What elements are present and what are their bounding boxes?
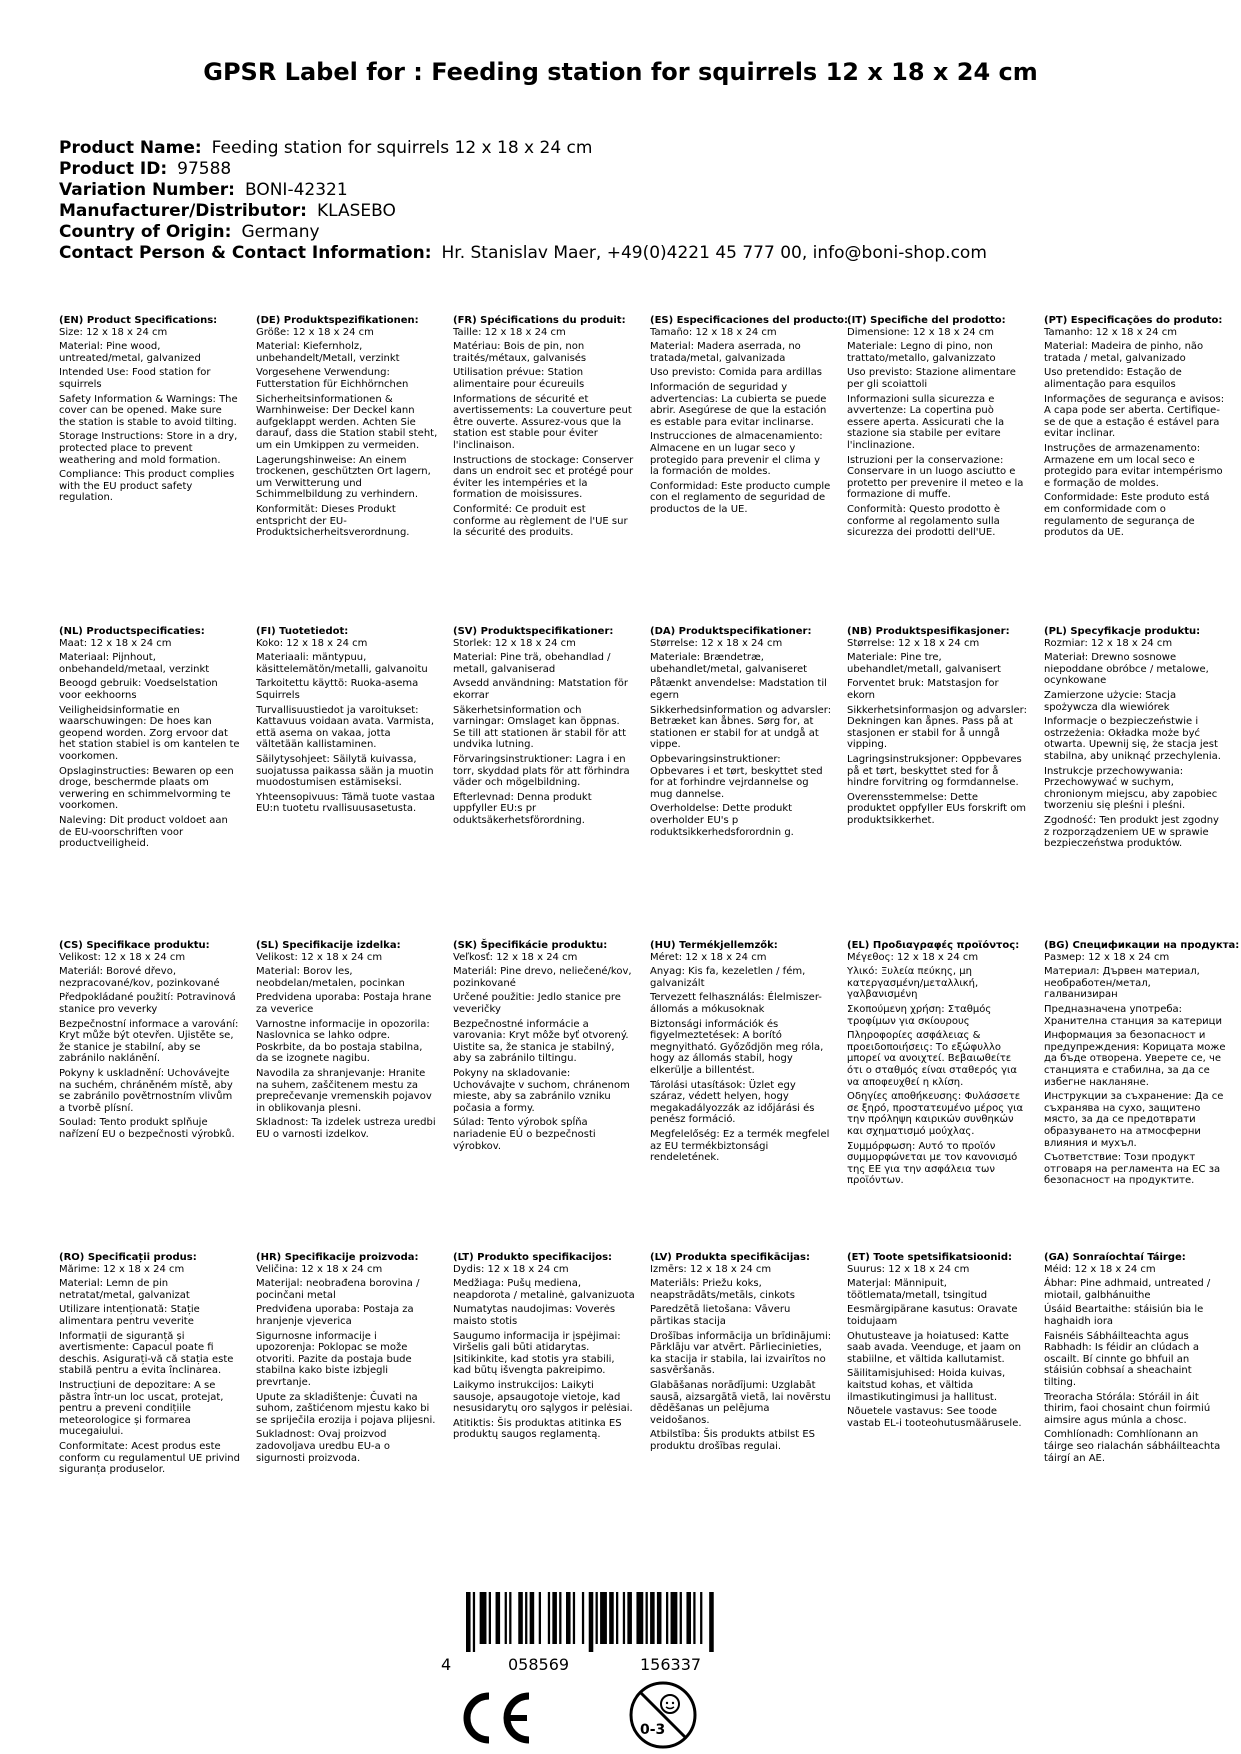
- spec-line: Predviđena uporaba: Postaja za hranjenje vjeverica: [256, 1304, 414, 1327]
- spec-line: Avsedd användning: Matstation för ekorrar: [453, 678, 628, 701]
- age-range-label: 0-3: [640, 1722, 666, 1738]
- spec-line: Instructions de stockage: Conserver dans un endroit sec et protégé pour éviter les intempéries et la formation de moisissures.: [453, 454, 634, 501]
- spec-line: Yhteensopivuus: Tämä tuote vastaa EU:n tuotetu rvallisuusasetusta.: [256, 791, 435, 815]
- spec-line: Materiál: Borové dřevo, nezpracované/kov, pozinkované: [59, 966, 220, 989]
- spec-line: Materiale: Brændetræ, ubehandlet/metal, galvaniseret: [650, 652, 808, 675]
- barcode-bar: [559, 1592, 561, 1644]
- info-value: KLASEBO: [316, 201, 396, 221]
- spec-block: [256, 1252, 438, 1467]
- spec-block: [59, 1252, 241, 1479]
- info-value: BONI-42321: [244, 180, 348, 200]
- barcode-bar: [480, 1592, 487, 1644]
- spec-heading: (SL) Specifikacije izdelka:: [256, 940, 401, 951]
- spec-block: [453, 626, 635, 830]
- spec-line: Размер: 12 x 18 x 24 cm: [1044, 951, 1170, 963]
- spec-block: [650, 1252, 832, 1456]
- not-suitable-0-3-icon: [628, 1680, 698, 1750]
- spec-line: Predvidena uporaba: Postaja hrane za veverice: [256, 992, 432, 1015]
- spec-line: Naleving: Dit product voldoet aan de EU-voorschriften voor productveiligheid.: [59, 814, 228, 850]
- spec-line: Informações de segurança e avisos: A capa pode ser aberta. Certifique-se de que a estação é estável para evitar inclinar.: [1044, 393, 1225, 440]
- spec-heading: (FR) Spécifications du produit:: [453, 315, 626, 326]
- spec-line: Beoogd gebruik: Voedselstation voor eekhoorns: [59, 678, 218, 701]
- barcode-bar: [616, 1592, 618, 1644]
- spec-block: [59, 626, 241, 853]
- spec-line: Información de seguridad y advertencias: La cubierta se puede abrir. Asegúrese de que la estación es estable para evitar inclinarse.: [650, 381, 827, 428]
- spec-line: Material: Madeira de pinho, não tratada / metal, galvanizado: [1044, 341, 1204, 364]
- spec-line: Skladnost: Ta izdelek ustreza uredbi EU o varnosti izdelkov.: [256, 1117, 436, 1140]
- spec-line: Předpokládané použití: Potravinová stanice pro veverky: [59, 992, 236, 1015]
- info-row-product-id: [59, 159, 987, 180]
- spec-line: Faisnéis Sábháilteachta agus Rabhadh: Is féidir an clúdach a oscailt. Bí cinnte go bhfuil an stáisiún cobhsaí a sheachaint tilting.: [1044, 1330, 1199, 1388]
- spec-line: Sikkerhedsinformation og advarsler: Betræket kan åbnes. Sørg for, at stationen er stabil for at undgå at vippe.: [650, 704, 832, 751]
- spec-line: Materiaali: mäntypuu, käsittelemätön/metalli, galvanoitu: [256, 652, 428, 675]
- spec-block: [256, 315, 438, 542]
- info-row-product-name: [59, 138, 987, 159]
- spec-heading: (NB) Produktspesifikasjoner:: [847, 626, 1010, 637]
- spec-block: [59, 940, 241, 1144]
- spec-block: [847, 1252, 1029, 1432]
- spec-block: [256, 940, 438, 1144]
- spec-line: Opslaginstructies: Bewaren op een droge, beschermde plaats om verwering en schimmelvorming te voorkomen.: [59, 765, 234, 812]
- spec-line: Dydis: 12 x 18 x 24 cm: [453, 1263, 569, 1275]
- spec-line: Overholdelse: Dette produkt overholder EU's p roduktsikkerhedsforordnin g.: [650, 803, 794, 838]
- info-value: Hr. Stanislav Maer, +49(0)4221 45 777 00, info@boni-shop.com: [441, 243, 987, 263]
- spec-line: Overensstemmelse: Dette produktet oppfyller EUs forskrift om produktsikkerhet.: [847, 791, 1027, 826]
- spec-line: Material: Borov les, neobdelan/metalen, pocinkan: [256, 966, 405, 989]
- spec-line: Materiál: Pine drevo, neliečené/kov, pozinkované: [453, 966, 632, 989]
- spec-line: Materiaal: Pijnhout, onbehandeld/metaal, verzinkt: [59, 652, 210, 675]
- spec-line: Materiale: Legno di pino, non trattato/metallo, galvanizzato: [847, 341, 996, 364]
- spec-line: Paredzētā lietošana: Vāveru pārtikas stacija: [650, 1304, 791, 1327]
- spec-heading: (IT) Specifiche del prodotto:: [847, 315, 1006, 326]
- barcode-bar: [623, 1592, 625, 1644]
- spec-line: Pokyny k uskladnění: Uchovávejte na suchém, chráněném místě, aby se zabránilo povětrnostním vlivům a tvorbě plísní.: [59, 1067, 233, 1114]
- spec-line: Intended Use: Food station for squirrels: [59, 367, 211, 390]
- spec-line: Conformidad: Este producto cumple con el reglamento de seguridad de productos de la UE.: [650, 480, 831, 515]
- spec-heading: (RO) Specificații produs:: [59, 1252, 197, 1263]
- barcode-bar: [589, 1592, 594, 1652]
- spec-line: Conformitate: Acest produs este conform cu regulamentul UE privind siguranța produselor.: [59, 1440, 240, 1476]
- spec-line: Dimensione: 12 x 18 x 24 cm: [847, 326, 994, 338]
- spec-heading: (HR) Specifikacije proizvoda:: [256, 1252, 419, 1263]
- barcode-bar: [539, 1592, 541, 1644]
- spec-line: Conformité: Ce produit est conforme au règlement de l'UE sur la sécurité des produits.: [453, 503, 628, 539]
- barcode-bar: [636, 1592, 643, 1644]
- spec-line: Sicherheitsinformationen & Warnhinweise: Der Deckel kann aufgeklappt werden. Achten Sie darauf, dass die Station stabil steht, um ein Umkippen zu vermeiden.: [256, 393, 438, 451]
- spec-line: Tamaño: 12 x 18 x 24 cm: [650, 326, 777, 338]
- spec-line: Informazioni sulla sicurezza e avvertenze: La copertina può essere aperta. Assicurati che la stazione sia stabile per evitare l'inclinazione.: [847, 393, 1005, 451]
- spec-line: Sigurnosne informacije i upozorenja: Poklopac se može otvoriti. Pazite da postaja bude stabilna kako biste izbjegli prevrtanje.: [256, 1330, 412, 1388]
- spec-line: Velikost: 12 x 18 x 24 cm: [59, 951, 186, 963]
- ce-mark-icon: [455, 1688, 535, 1748]
- spec-line: Material: Kiefernholz, unbehandelt/Metall, verzinkt: [256, 341, 400, 364]
- spec-heading: (EL) Προδιαγραφές προϊόντος:: [847, 940, 1020, 951]
- barcode-lead-digit: 4: [441, 1655, 452, 1674]
- spec-line: Informacje o bezpieczeństwie i ostrzeżenia: Okładka może być otwarta. Upewnij się, że stacja jest stabilna, aby uniknąć przechylenia.: [1044, 716, 1221, 762]
- spec-block: [453, 940, 635, 1155]
- barcode-bar: [566, 1592, 571, 1644]
- product-info: [59, 138, 987, 264]
- spec-line: Navodila za shranjevanje: Hranite na suhem, zaščitenem mestu za preprečevanje vremenskih pojavov in oblikovanja plesni.: [256, 1067, 432, 1114]
- spec-line: Konformität: Dieses Produkt entspricht der EU-Produktsicherheitsverordnung.: [256, 503, 410, 539]
- spec-line: Säilitamisjuhised: Hoida kuivas, kaitstud kohas, et vältida ilmastikutingimusi ja hallitust.: [847, 1368, 1006, 1403]
- barcode-bar: [600, 1592, 607, 1644]
- spec-row: [59, 940, 1241, 1240]
- barcode-bar: [671, 1592, 678, 1644]
- info-label: Country of Origin:: [59, 222, 232, 242]
- spec-block: [650, 940, 832, 1167]
- spec-block: [847, 940, 1029, 1190]
- barcode-bar: [530, 1592, 535, 1644]
- spec-heading: (DE) Produktspezifikationen:: [256, 315, 419, 326]
- barcode-bar: [709, 1592, 714, 1652]
- spec-line: Taille: 12 x 18 x 24 cm: [453, 326, 566, 338]
- spec-line: Pokyny na skladovanie: Uchovávajte v suchom, chránenom mieste, aby sa zabránilo vzniku počasia a formy.: [453, 1067, 630, 1114]
- spec-line: Úsáid Beartaithe: stáisiún bia le haghaidh iora: [1044, 1304, 1204, 1327]
- spec-line: Materjal: Männipuit, töötlemata/metall, tsingitud: [847, 1278, 988, 1301]
- spec-line: Instrukcje przechowywania: Przechowywać w suchym, chronionym miejscu, aby zapobiec tworzeniu się pleśni i pleśni.: [1044, 765, 1218, 812]
- barcode-bar: [548, 1592, 550, 1644]
- spec-line: Предназначена употреба: Хранителна станция за катерици: [1044, 1003, 1222, 1027]
- barcode-bar: [650, 1592, 655, 1644]
- spec-line: Ohutusteave ja hoiatused: Katte saab avada. Veenduge, et jaam on stabiilne, et vältida kallutamist.: [847, 1330, 1021, 1365]
- spec-line: Mărime: 12 x 18 x 24 cm: [59, 1263, 185, 1275]
- info-value: Feeding station for squirrels 12 x 18 x 24 cm: [211, 138, 593, 158]
- spec-line: Safety Information & Warnings: The cover can be opened. Make sure the station is stable to avoid tilting.: [59, 393, 238, 428]
- barcode-bar: [686, 1592, 691, 1644]
- info-label: Contact Person & Contact Information:: [59, 243, 432, 263]
- spec-heading: (ES) Especificaciones del producto:: [650, 315, 849, 326]
- spec-line: Säkerhetsinformation och varningar: Omslaget kan öppnas. Se till att stationen är stabil för att undvika lutning.: [453, 704, 627, 751]
- barcode-bar: [573, 1592, 575, 1644]
- spec-heading: (FI) Tuotetiedot:: [256, 626, 349, 637]
- spec-line: Koko: 12 x 18 x 24 cm: [256, 637, 368, 649]
- spec-line: Utilisation prévue: Station alimentaire pour écureuils: [453, 367, 585, 390]
- spec-line: Matériau: Bois de pin, non traités/métaux, galvanisés: [453, 341, 587, 364]
- spec-line: Comhlíonadh: Comhlíonann an táirge seo rialachán sábháilteachta táirgí an AE.: [1044, 1429, 1221, 1464]
- info-row-country: [59, 222, 987, 243]
- spec-line: Treoracha Stórála: Stóráil in áit thirim, faoi chosaint chun foirmiú aimsire agus múnla a chosc.: [1044, 1391, 1211, 1426]
- barcode-bar: [496, 1592, 501, 1644]
- spec-heading: (ET) Toote spetsifikatsioonid:: [847, 1252, 1013, 1263]
- spec-heading: (SK) Špecifikácie produktu:: [453, 940, 608, 951]
- barcode-bar: [609, 1592, 614, 1644]
- spec-line: Opbevaringsinstruktioner: Opbevares i et tørt, beskyttet sted for at forhindre vejrdannelse og mug dannelse.: [650, 753, 823, 800]
- spec-line: Материал: Дървен материал, необработен/метал, галванизиран: [1044, 966, 1200, 1001]
- spec-block: [256, 626, 438, 818]
- spec-line: Nõuetele vastavus: See toode vastab EL-i tooteohutusmäärusele.: [847, 1406, 1022, 1429]
- spec-heading: (CS) Specifikace produktu:: [59, 940, 210, 951]
- barcode-bar: [509, 1592, 511, 1644]
- spec-block: [1044, 1252, 1226, 1467]
- spec-line: Utilizare intenționată: Stație alimentara pentru veverite: [59, 1304, 200, 1327]
- spec-line: Съответствие: Този продукт отговаря на регламента на ЕС за безопасност на продуктите.: [1044, 1152, 1221, 1187]
- spec-line: Informații de siguranță și avertismente: Capacul poate fi deschis. Asigurați-vă că stația este stabilă pentru a evita înclinarea.: [59, 1330, 234, 1377]
- spec-line: Laikymo instrukcijos: Laikyti sausoje, apsaugotoje vietoje, kad nesusidarytų oro sąlygos ir pelėsiai.: [453, 1379, 633, 1415]
- spec-line: Glabāšanas norādījumi: Uzglabāt sausā, aizsargātā vietā, lai novērstu dēdēšanas un pelējuma veidošanos.: [650, 1379, 831, 1426]
- spec-block: [1044, 315, 1226, 542]
- spec-line: Materiāls: Priežu koks, neapstrādāts/metāls, cinkots: [650, 1278, 795, 1301]
- barcode-bar: [489, 1592, 491, 1644]
- spec-line: Materiale: Pine tre, ubehandlet/metall, galvanisert: [847, 652, 1001, 675]
- spec-line: Συμμόρφωση: Αυτό το προϊόν συμμορφώνεται με τον κανονισμό της ΕΕ για την ασφάλεια των προϊόντων.: [847, 1140, 1018, 1187]
- spec-line: Saugumo informacija ir įspėjimai: Viršelis gali būti atidarytas. Įsitikinkite, kad stotis yra stabili, kad būtų išvengta pakreipimo.: [453, 1330, 621, 1377]
- spec-line: Πληροφορίες ασφάλειας & προειδοποιήσεις: Το εξώφυλλο μπορεί να ανοιχτεί. Βεβαιωθείτε ότι ο σταθμός είναι σταθερός για να αποφευχθεί η κλίση.: [847, 1030, 1018, 1088]
- spec-line: Bezpečnostné informácie a varovania: Kryt môže byť otvorený. Uistite sa, že stanica je stabilný, aby sa zabránilo tiltingu.: [453, 1018, 629, 1065]
- spec-line: Tárolási utasítások: Üzlet egy száraz, védett helyen, hogy megakadályozzák az időjárási és penész formáció.: [650, 1079, 815, 1126]
- spec-line: Tamanho: 12 x 18 x 24 cm: [1044, 326, 1177, 338]
- spec-line: Rozmiar: 12 x 18 x 24 cm: [1044, 637, 1173, 649]
- spec-line: Uso previsto: Stazione alimentare per gli scoiattoli: [847, 367, 1016, 390]
- spec-heading: (DA) Produktspecifikationer:: [650, 626, 812, 637]
- spec-line: Instrucciones de almacenamiento: Almacene en un lugar seco y protegido para prevenir el clima y la formación de moldes.: [650, 431, 823, 478]
- spec-line: Vorgesehene Verwendung: Futterstation für Eichhörnchen: [256, 367, 409, 390]
- spec-line: Určené použitie: Jedlo stanice pre veveričky: [453, 992, 621, 1015]
- barcode-bar: [627, 1592, 632, 1644]
- spec-line: Súlad: Tento výrobok spĺňa nariadenie EÚ o bezpečnosti výrobkov.: [453, 1117, 596, 1152]
- barcode-right-digits: 156337: [640, 1655, 702, 1674]
- spec-line: Υλικό: Ξυλεία πεύκης, μη κατεργασμένη/μεταλλική, γαλβανισμένη: [847, 966, 979, 1001]
- spec-heading: (PT) Especificações do produto:: [1044, 315, 1223, 326]
- barcode: [466, 1592, 716, 1652]
- spec-line: Σκοπούμενη χρήση: Σταθμός τροφίμων για σκίουρους: [847, 1003, 992, 1027]
- barcode-bar: [666, 1592, 668, 1644]
- spec-line: Velikost: 12 x 18 x 24 cm: [256, 951, 383, 963]
- spec-line: Turvallisuustiedot ja varoitukset: Kattavuus voidaan avata. Varmista, että asema on vakaa, jotta vältetään kallistaminen.: [256, 704, 435, 751]
- barcode-bar: [582, 1592, 584, 1644]
- spec-line: Veľkosť: 12 x 18 x 24 cm: [453, 951, 578, 963]
- barcode-bar: [552, 1592, 557, 1644]
- spec-line: Storage Instructions: Store in a dry, protected place to prevent weathering and mold formation.: [59, 431, 238, 466]
- info-value: Germany: [241, 222, 320, 242]
- spec-line: Biztonsági információk és figyelmeztetések: A borító megnyitható. Győződjön meg róla, hogy az állomás stabil, hogy elkerülje a billentést.: [650, 1018, 824, 1076]
- spec-line: Materijal: neobrađena borovina / pocinčani metal: [256, 1278, 420, 1301]
- spec-line: Méret: 12 x 18 x 24 cm: [650, 951, 767, 963]
- info-row-manufacturer: [59, 201, 987, 222]
- spec-line: Информация за безопасност и предупреждения: Корицата може да бъде отворена. Уверете се, че станцията е стабилна, за да се избегне накланяне.: [1044, 1030, 1226, 1088]
- spec-line: Conformità: Questo prodotto è conforme al regolamento sulla sicurezza dei prodotti dell'UE.: [847, 503, 1001, 539]
- info-label: Variation Number:: [59, 180, 235, 200]
- spec-line: Atitiktis: Šis produktas atitinka ES produktų saugos reglamentą.: [453, 1417, 622, 1441]
- spec-block: [453, 1252, 635, 1444]
- spec-heading: (LV) Produkta specifikācijas:: [650, 1252, 810, 1263]
- spec-block: [59, 315, 241, 507]
- spec-block: [847, 315, 1029, 542]
- page-title: GPSR Label for : Feeding station for squirrels 12 x 18 x 24 cm: [203, 58, 1038, 86]
- barcode-bar: [525, 1592, 527, 1644]
- spec-line: Forventet bruk: Matstasjon for ekorn: [847, 678, 999, 701]
- spec-line: Μέγεθος: 12 x 18 x 24 cm: [847, 951, 979, 963]
- spec-line: Tervezett felhasználás: Élelmiszer-állomás a mókusoknak: [650, 992, 822, 1015]
- spec-line: Förvaringsinstruktioner: Lagra i en torr, skyddad plats för att förhindra väder och mögelbildning.: [453, 753, 630, 789]
- spec-line: Upute za skladištenje: Čuvati na suhom, zaštićenom mjestu kako bi se spriječila erozija i pojava plijesni.: [256, 1391, 436, 1426]
- spec-line: Sikkerhetsinformasjon og advarsler: Dekningen kan åpnes. Pass på at stasjonen er stabil for å unngå vipping.: [847, 704, 1027, 751]
- spec-line: Uso pretendido: Estação de alimentação para esquilos: [1044, 367, 1182, 390]
- info-label: Product Name:: [59, 138, 202, 158]
- spec-line: Atbilstība: Šis produkts atbilst ES produktu drošības regulai.: [650, 1429, 816, 1452]
- barcode-bar: [693, 1592, 695, 1644]
- spec-line: Informations de sécurité et avertissements: La couverture peut être ouverte. Assurez-vous que la station est stable pour éviter l'inclinaison.: [453, 393, 632, 451]
- spec-heading: (GA) Sonraíochtaí Táirge:: [1044, 1252, 1186, 1263]
- spec-row: [59, 626, 1241, 926]
- spec-line: Instrucțiuni de depozitare: A se păstra într-un loc uscat, protejat, pentru a preveni condițiile meteorologice și formarea mucegaiului.: [59, 1379, 224, 1438]
- barcode-left-digits: 058569: [508, 1655, 570, 1674]
- spec-line: Οδηγίες αποθήκευσης: Φυλάσσετε σε ξηρό, προστατευμένο μέρος για την πρόληψη καιρικών συνθηκών και σχηματισμό μούχλας.: [847, 1091, 1024, 1137]
- spec-line: Größe: 12 x 18 x 24 cm: [256, 326, 374, 338]
- barcode-bar: [518, 1592, 523, 1644]
- spec-heading: (EN) Product Specifications:: [59, 315, 218, 326]
- spec-block: [1044, 940, 1240, 1190]
- spec-line: Bezpečnostní informace a varování: Kryt může být otevřen. Ujistěte se, že stanice je stabilní, aby se zabránilo naklánění.: [59, 1018, 239, 1065]
- spec-line: Suurus: 12 x 18 x 24 cm: [847, 1263, 970, 1275]
- spec-line: Uso previsto: Comida para ardillas: [650, 367, 822, 379]
- info-row-variation-number: [59, 180, 987, 201]
- spec-line: Størrelse: 12 x 18 x 24 cm: [650, 637, 783, 649]
- spec-line: Megfelelőség: Ez a termék megfelel az EU termékbiztonsági rendeletének.: [650, 1128, 830, 1164]
- spec-line: Ábhar: Pine adhmaid, untreated / miotail, galbhánuithe: [1044, 1278, 1211, 1301]
- spec-line: Izmērs: 12 x 18 x 24 cm: [650, 1263, 772, 1275]
- spec-row: [59, 1252, 1241, 1552]
- spec-block: [650, 315, 849, 519]
- spec-heading: (NL) Productspecificaties:: [59, 626, 205, 637]
- spec-line: Varnostne informacije in opozorila: Naslovnica se lahko odpre. Poskrbite, da bo postaja stabilna, da se izognete nagibu.: [256, 1018, 430, 1065]
- spec-line: Material: Lemn de pin netratat/metal, galvanizat: [59, 1278, 190, 1301]
- spec-line: Zamierzone użycie: Stacja spożywcza dla wiewiórek: [1044, 689, 1177, 713]
- spec-line: Storlek: 12 x 18 x 24 cm: [453, 637, 576, 649]
- spec-line: Compliance: This product complies with the EU product safety regulation.: [59, 469, 235, 504]
- spec-line: Veličina: 12 x 18 x 24 cm: [256, 1263, 383, 1275]
- spec-line: Sukladnost: Ovaj proizvod zadovoljava uredbu EU-a o sigurnosti proizvoda.: [256, 1429, 391, 1464]
- spec-line: Drošības informācija un brīdinājumi: Pārklāju var atvērt. Pārliecinieties, ka stacija ir stabila, lai izvairītos no sasvēršanās.: [650, 1330, 832, 1377]
- spec-line: Veiligheidsinformatie en waarschuwingen: De hoes kan geopend worden. Zorg ervoor dat het station stabiel is om kantelen te voorkomen.: [59, 704, 240, 762]
- spec-line: Anyag: Kis fa, kezeletlen / fém, galvanizált: [650, 966, 806, 989]
- spec-line: Material: Pine wood, untreated/metal, galvanized: [59, 341, 201, 364]
- spec-line: Conformidade: Este produto está em conformidade com o regulamento de segurança de produtos da UE.: [1044, 492, 1210, 539]
- spec-line: Numatytas naudojimas: Voverės maisto stotis: [453, 1304, 616, 1327]
- spec-line: Efterlevnad: Denna produkt uppfyller EU:s pr oduktsäkerhetsförordning.: [453, 791, 592, 826]
- barcode-bar: [596, 1592, 598, 1644]
- spec-line: Størrelse: 12 x 18 x 24 cm: [847, 637, 980, 649]
- spec-heading: (LT) Produkto specifikacijos:: [453, 1252, 613, 1263]
- spec-line: Maat: 12 x 18 x 24 cm: [59, 637, 172, 649]
- barcode-bar: [700, 1592, 702, 1644]
- info-value: 97588: [177, 159, 232, 179]
- barcode-bar: [505, 1592, 507, 1644]
- spec-line: Méid: 12 x 18 x 24 cm: [1044, 1263, 1156, 1275]
- spec-line: Materiał: Drewno sosnowe niepoddane obróbce / metalowe, ocynkowane: [1044, 652, 1209, 687]
- spec-line: Säilytysohjeet: Säilytä kuivassa, suojatussa paikassa sään ja muotin muodostumisen estämiseksi.: [256, 753, 434, 789]
- barcode-bar: [473, 1592, 475, 1652]
- info-label: Product ID:: [59, 159, 168, 179]
- spec-line: Size: 12 x 18 x 24 cm: [59, 326, 168, 338]
- spec-line: Lagerungshinweise: An einem trockenen, geschützten Ort lagern, um Verwitterung und Schimmelbildung zu verhindern.: [256, 454, 431, 501]
- spec-line: Soulad: Tento produkt splňuje nařízení EU o bezpečnosti výrobků.: [59, 1117, 235, 1140]
- spec-block: [1044, 626, 1226, 853]
- spec-heading: (HU) Termékjellemzők:: [650, 940, 778, 951]
- spec-line: Material: Madera aserrada, no tratada/metal, galvanizada: [650, 341, 801, 364]
- spec-line: Material: Pine trä, obehandlad / metall, galvaniserad: [453, 652, 611, 675]
- spec-row: [59, 315, 1241, 615]
- spec-line: Instruções de armazenamento: Armazene em um local seco e protegido para evitar intempérismo e formação de moldes.: [1044, 442, 1223, 489]
- spec-line: Istruzioni per la conservazione: Conservare in un luogo asciutto e protetto per prevenire il meteo e la formazione di muffe.: [847, 454, 1024, 501]
- spec-line: Påtænkt anvendelse: Madstation til egern: [650, 678, 827, 701]
- barcode-bar: [680, 1592, 682, 1644]
- barcode-bar: [646, 1592, 648, 1644]
- spec-line: Medžiaga: Pušų mediena, neapdorota / metalinė, galvanizuota: [453, 1278, 635, 1301]
- spec-line: Lagringsinstruksjoner: Oppbevares på et tørt, beskyttet sted for å hindre forvitring og formdannelse.: [847, 753, 1022, 789]
- spec-block: [650, 626, 832, 841]
- barcode-bar: [657, 1592, 662, 1644]
- barcode-bar: [466, 1592, 471, 1652]
- spec-heading: (PL) Specyfikacje produktu:: [1044, 626, 1201, 637]
- spec-heading: (SV) Produktspecifikationer:: [453, 626, 614, 637]
- spec-line: Tarkoitettu käyttö: Ruoka-asema Squirrels: [256, 678, 419, 701]
- spec-block: [847, 626, 1029, 830]
- spec-block: [453, 315, 635, 542]
- spec-heading: (BG) Спецификации на продукта:: [1044, 940, 1240, 951]
- spec-line: Zgodność: Ten produkt jest zgodny z rozporządzeniem UE w sprawie bezpieczeństwa produktów.: [1044, 814, 1219, 850]
- spec-line: Инструкции за съхранение: Да се съхранява на сухо, защитено място, за да се предотврати образуването на атмосферни влияния и мухъл.: [1044, 1091, 1224, 1149]
- info-row-contact: [59, 243, 987, 264]
- spec-line: Eesmärgipärane kasutus: Oravate toidujaam: [847, 1304, 1018, 1327]
- info-label: Manufacturer/Distributor:: [59, 201, 307, 221]
